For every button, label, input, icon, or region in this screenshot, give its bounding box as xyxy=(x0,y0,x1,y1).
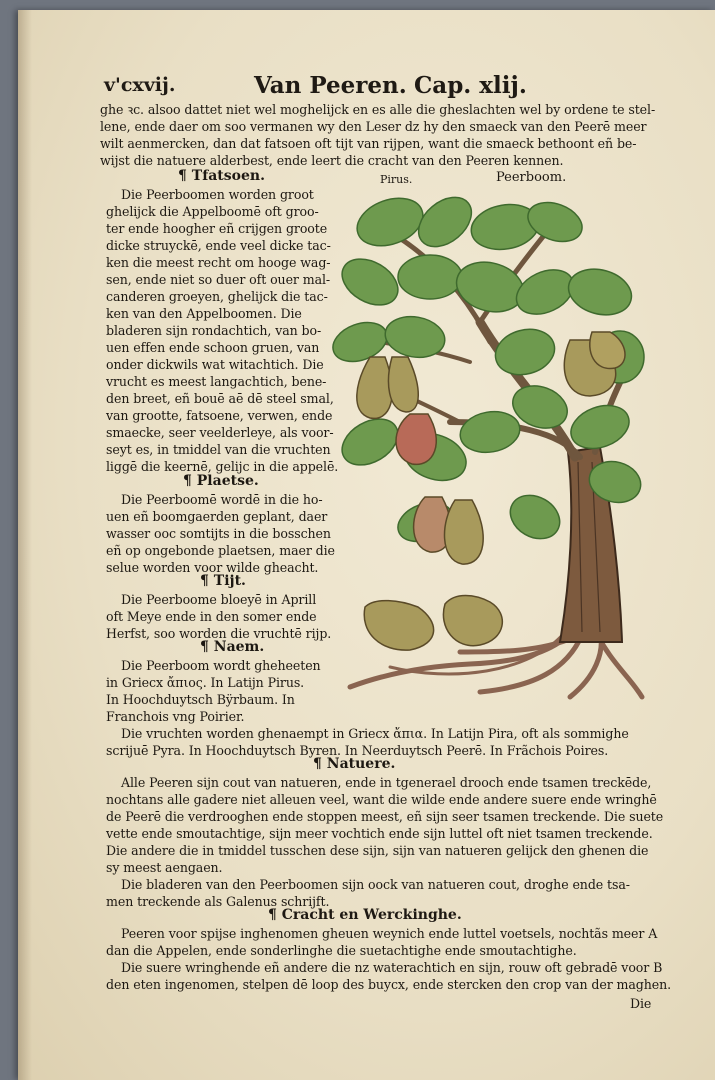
body-line: ter ende hoogher eñ crijgen groote xyxy=(106,221,328,236)
figure-caption-latin: Pirus. xyxy=(380,173,413,186)
catchword: Die xyxy=(630,996,652,1011)
body-line: Die vruchten worden ghenaempt in Griecx ἄπια. In Latijn Pira, oft als sommighe xyxy=(121,726,629,741)
body-line: ken van den Appelboomen. Die xyxy=(106,306,302,321)
body-line: nochtans alle gadere niet alleuen veel, want die wilde ende andere suere ende wringhē xyxy=(106,792,657,807)
body-line: Die bladeren van den Peerboomen sijn oock van natueren cout, droghe ende tsa- xyxy=(121,877,630,892)
body-line: bladeren sijn rondachtich, van bo- xyxy=(106,323,322,338)
body-line: Die Peerboomen worden groot xyxy=(121,187,314,202)
body-line: in Griecx ἄπιος. In Latijn Pirus. xyxy=(106,675,305,690)
body-line: sy meest aengaen. xyxy=(106,860,223,875)
intro-line: lene, ende daer om soo vermanen wy den Leser dz hy den smaeck van den Peerē meer xyxy=(100,119,647,134)
body-line: de Peerē die verdrooghen ende stoppen meest, eñ sijn seer tsamen treckende. Die suete xyxy=(106,809,664,824)
section-heading-naem: ¶ Naem. xyxy=(200,639,265,655)
body-line: Die suere wringhende eñ andere die nz waterachtich en sijn, rouw oft gebradē voor B xyxy=(121,960,663,975)
chapter-number: Cap. xlij. xyxy=(414,72,527,99)
body-line: Franchois vng Poirier. xyxy=(106,709,245,724)
body-line: onder dickwils wat witachtich. Die xyxy=(106,357,324,372)
body-line: den breet, eñ bouē aē dē steel smal, xyxy=(106,391,334,406)
intro-line: wijst die natuere alderbest, ende leert die cracht van den Peeren kennen. xyxy=(100,153,564,168)
body-line: wasser ooc somtijts in die bosschen xyxy=(106,526,331,541)
body-line: ken die meest recht om hooge wag- xyxy=(106,255,331,270)
section-heading-plaetse: ¶ Plaetse. xyxy=(183,473,259,489)
body-line: dan die Appelen, ende sonderlinghe die suetachtighe ende smoutachtighe. xyxy=(106,943,577,958)
body-line: Herfst, soo worden die vruchtē rijp. xyxy=(106,626,332,641)
body-line: canderen groeyen, ghelijck die tac- xyxy=(106,289,328,304)
body-line: Die Peerboomē wordē in die ho- xyxy=(121,492,323,507)
figure-caption-dutch: Peerboom. xyxy=(496,170,567,185)
folio-number: v'cxvij. xyxy=(104,74,176,96)
section-heading-tijt: ¶ Tijt. xyxy=(200,573,246,589)
body-line: men treckende als Galenus schrijft. xyxy=(106,894,330,909)
body-line: vrucht es meest langachtich, bene- xyxy=(106,374,327,389)
body-line: seyt es, in tmiddel van die vruchten xyxy=(106,442,331,457)
section-heading-natuere: ¶ Natuere. xyxy=(313,756,396,772)
body-line: scrijuē Pyra. In Hoochduytsch Byren. In Neerduytsch Peerē. In Frãchois Poires. xyxy=(106,743,609,758)
body-line: dicke struyckē, ende veel dicke tac- xyxy=(106,238,331,253)
body-line: Die Peerboome bloeyē in Aprill xyxy=(121,592,317,607)
body-line: vette ende smoutachtige, sijn meer vochtich ende sijn luttel oft niet tsamen treckende. xyxy=(106,826,653,841)
body-line: Die andere die in tmiddel tusschen dese sijn, sijn van natueren gelijck den ghenen die xyxy=(106,843,649,858)
body-line: In Hoochduytsch Bÿrbaum. In xyxy=(106,692,295,707)
body-line: eñ op ongebonde plaetsen, maer die xyxy=(106,543,335,558)
body-line: selue worden voor wilde gheacht. xyxy=(106,560,319,575)
body-line: oft Meye ende in den somer ende xyxy=(106,609,317,624)
page-header xyxy=(104,72,684,102)
body-line: liggē die keernē, gelijc in die appelē. xyxy=(106,459,339,474)
body-line: sen, ende niet so duer oft ouer mal- xyxy=(106,272,331,287)
body-line: Alle Peeren sijn cout van natueren, ende in tgenerael drooch ende tsamen treckēde, xyxy=(121,775,652,790)
body-line: uen effen ende schoon gruen, van xyxy=(106,340,320,355)
section-heading-cracht: ¶ Cracht en Werckinghe. xyxy=(268,907,462,923)
body-line: Peeren voor spijse inghenomen gheuen weynich ende luttel voetsels, nochtãs meer A xyxy=(121,926,658,941)
body-line: van grootte, fatsoene, verwen, ende xyxy=(106,408,333,423)
intro-line: ghe ꝛc. alsoo dattet niet wel moghelijck en es alle die gheslachten wel by ordene te stel- xyxy=(100,102,656,117)
intro-line: wilt aenmercken, dan dat fatsoen oft tijt van rijpen, want die smaeck bethoont eñ be- xyxy=(100,136,637,151)
body-line: Die Peerboom wordt gheheeten xyxy=(121,658,321,673)
body-line: den eten ingenomen, stelpen dē loop des buycx, ende stercken den crop van der maghen. xyxy=(106,977,672,992)
pear-tree-illustration xyxy=(330,182,646,710)
book-page xyxy=(18,10,715,1080)
body-line: uen eñ boomgaerden geplant, daer xyxy=(106,509,328,524)
running-title: Van Peeren. xyxy=(254,72,407,99)
section-heading-fatsoen: ¶ Tfatsoen. xyxy=(178,168,265,184)
body-line: ghelijck die Appelboomē oft groo- xyxy=(106,204,319,219)
body-line: smaecke, seer veelderleye, als voor- xyxy=(106,425,334,440)
